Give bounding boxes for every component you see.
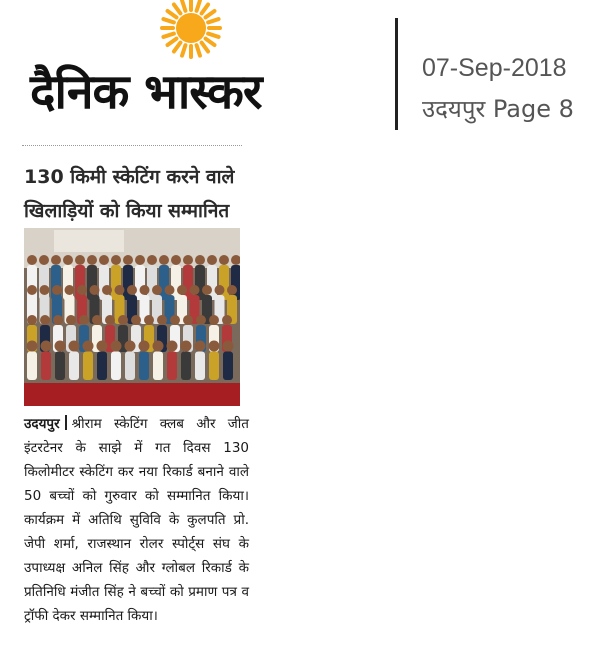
article-body-text: श्रीराम स्केटिंग क्लब और जीत इंटरटेनर के साझे में गत दिवस 130 किलोमीटर स्केटिंग कर नया रिकार्ड बनाने वाले 50 बच्चों को गुरुवार को सम्मानित किया। कार्यक्रम में अतिथि सुविवि के कुलपति प्रो. जेपी शर्मा, राजस्थान रोलर स्पोर्ट्स संघ के उपाध्यक्ष अनिल सिंह और ग्लोबल रिकार्ड के प्रतिनिधि मंजीत सिंह ने बच्चों को प्रमाण पत्र व ट्रॉफी देकर सम्मानित किया। <box>24 416 249 624</box>
edition-page: उदयपुर Page 8 <box>422 95 574 123</box>
newspaper-brand: दैनिक भास्कर <box>30 64 262 120</box>
clipping-edge <box>22 145 242 154</box>
group-photo <box>24 228 240 406</box>
edition-date: 07-Sep-2018 <box>422 54 567 82</box>
headline-line-1: 130 किमी स्केटिंग करने वाले <box>24 166 235 188</box>
dateline-separator <box>65 415 67 430</box>
masthead <box>0 0 600 145</box>
group-photo-illustration <box>24 228 240 406</box>
dateline: उदयपुर <box>24 416 60 432</box>
masthead-divider <box>395 18 398 130</box>
sun-logo-icon <box>160 0 222 62</box>
article-body <box>24 412 249 628</box>
article-headline <box>24 160 254 228</box>
headline-line-2: खिलाड़ियों को किया सम्मानित <box>24 200 230 222</box>
